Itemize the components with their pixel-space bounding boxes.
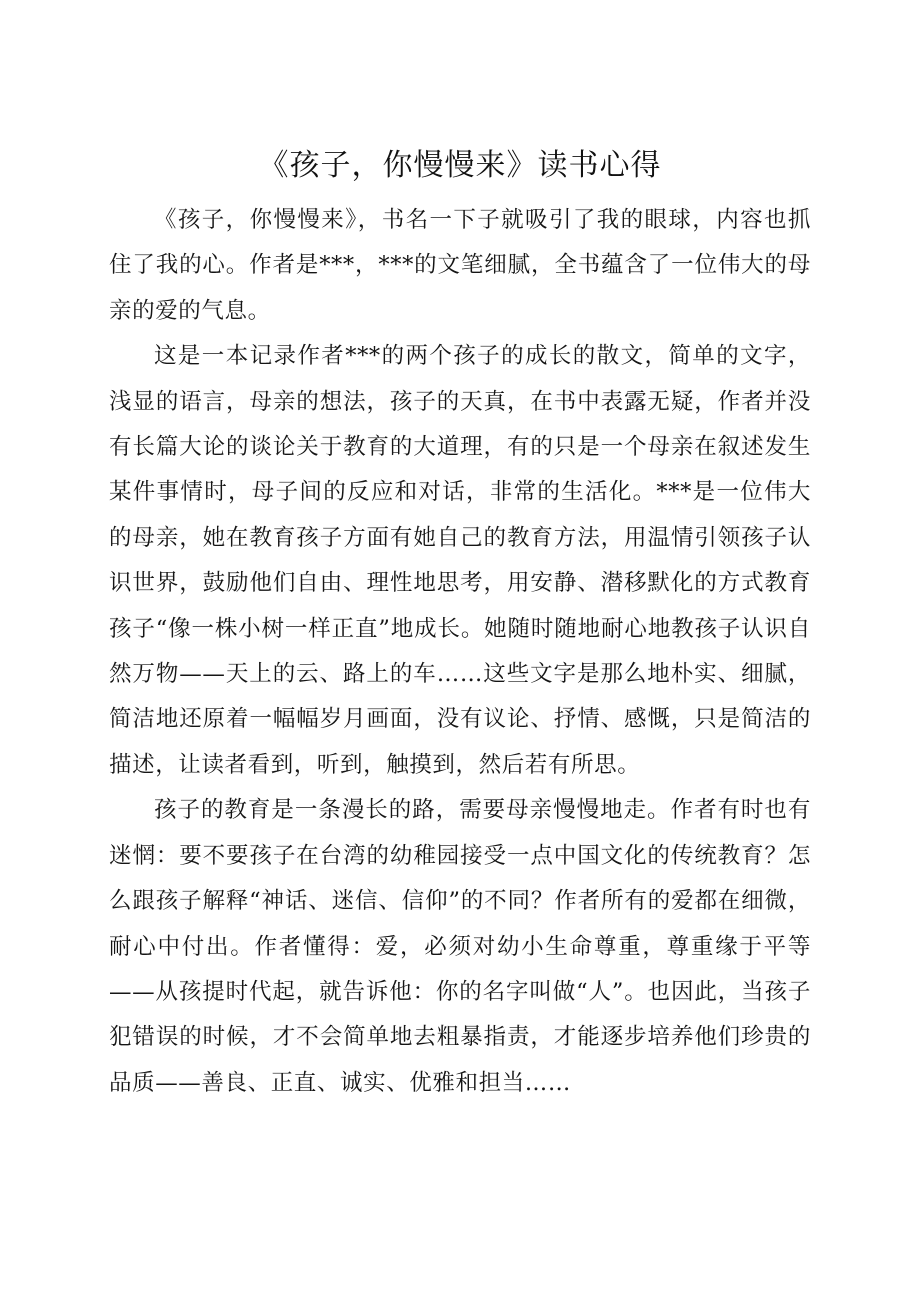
paragraph-1: 《孩子，你慢慢来》，书名一下子就吸引了我的眼球，内容也抓住了我的心。作者是***，***的文笔细腻，全书蕴含了一位伟大的母亲的爱的气息。 [109,207,811,324]
paragraph-3: 孩子的教育是一条漫长的路，需要母亲慢慢地走。作者有时也有迷惘：要不要孩子在台湾的幼稚园接受一点中国文化的传统教育？怎么跟孩子解释“神话、迷信、信仰”的不同？作者所有的爱都在细微，耐心中付出。作者懂得：爱，必须对幼小生命尊重，尊重缘于平等——从孩提时代起，就告诉他：你的名字叫做“人”。也因此，当孩子犯错误的时候，才不会简单地去粗暴指责，才能逐步培养他们珍贵的品质——善良、正直、诚实、优雅和担当…… [109,797,811,1096]
paragraph-2: 这是一本记录作者***的两个孩子的成长的散文，简单的文字，浅显的语言，母亲的想法，孩子的天真，在书中表露无疑，作者并没有长篇大论的谈论关于教育的大道理，有的只是一个母亲在叙述发生某件事情时，母子间的反应和对话，非常的生活化。***是一位伟大的母亲，她在教育孩子方面有她自己的教育方法，用温情引领孩子认识世界，鼓励他们自由、理性地思考，用安静、潜移默化的方式教育孩子“像一株小树一样正直”地成长。她随时随地耐心地教孩子认识自然万物——天上的云、路上的车……这些文字是那么地朴实、细腻，简洁地还原着一幅幅岁月画面，没有议论、抒情、感慨，只是简洁的描述，让读者看到，听到，触摸到，然后若有所思。 [109,343,811,778]
document-title: 《孩子，你慢慢来》读书心得 [258,148,662,183]
document-body [109,198,811,1106]
